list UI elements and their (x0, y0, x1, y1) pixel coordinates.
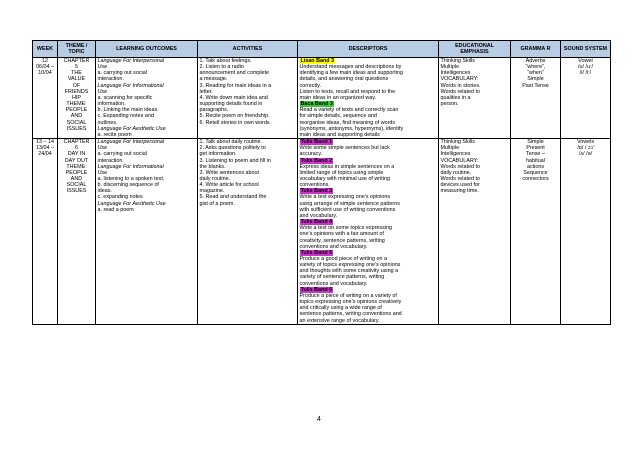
cell-line: Words related to (440, 175, 480, 182)
cell-line: DAY OUT (64, 157, 89, 164)
descriptor-line: Write a text on some topics expressing (299, 225, 392, 232)
cell-line: PEOPLE (65, 107, 88, 114)
band-label: Tulis Band 6 (300, 286, 333, 293)
cell-line: daily routine. (440, 169, 472, 176)
header-sound-system: SOUND SYSTEM (561, 41, 611, 58)
band-label: Tulis Band 2 (300, 157, 333, 164)
cell-line: 06/04 – (36, 64, 54, 71)
learning-outcomes-cell (96, 139, 198, 325)
descriptors-cell (298, 139, 439, 325)
cell-line: 2. Asks questions politely to (199, 145, 266, 152)
outcome-line: b. Linking the main ideas. (97, 107, 159, 114)
cell-line: Sequence (523, 169, 548, 176)
outcome-line: a. recite poem (97, 131, 132, 138)
cell-line: announcement and complete (199, 70, 270, 77)
outcome-line: outlines. (97, 119, 118, 126)
descriptor-line: and vocabulary. (299, 212, 338, 219)
cell-line: SOCIAL (66, 119, 87, 126)
header-week: WEEK (33, 41, 58, 58)
outcome-line: c. Expanding notes and (97, 113, 154, 120)
outcome-line: Language For Interpersonal (97, 58, 165, 64)
cell-line: person. (440, 101, 459, 108)
descriptor-line: conventions and vocabulary. (299, 243, 368, 250)
cell-line: Words related to (440, 163, 480, 170)
descriptors-cell (298, 58, 439, 139)
cell-line: 5. Read and understand the (199, 194, 267, 201)
outcome-line: Language For Interpersonal (97, 139, 165, 146)
cell-line: Vowels (576, 139, 595, 146)
band-label: Tulis Band 1 (300, 139, 333, 146)
cell-line: 3. Reading for main ideas in a (199, 82, 272, 89)
cell-line: the blanks. (199, 163, 226, 170)
cell-line: habitual (526, 157, 545, 164)
outcome-line: Language For Aesthetic Use (97, 125, 166, 132)
cell-line: CHAPTER (63, 139, 90, 146)
outcome-line: ideas. (97, 188, 112, 195)
cell-line: magazine. (199, 188, 225, 195)
descriptor-line: identifying a few main ideas and supporting (299, 70, 403, 77)
descriptor-line: with sufficient use of writing conventions (299, 206, 396, 213)
sound-system-cell (561, 139, 611, 325)
cell-line: connectors (522, 175, 549, 182)
descriptor-line: Write a text expressing one’s opinions (299, 194, 391, 201)
outcome-line: b. discerning sequence of (97, 182, 159, 189)
outcome-line: Language For Informational (97, 163, 164, 170)
outcome-line: a. listening to a spoken text. (97, 175, 165, 182)
outcome-line: interaction (97, 157, 123, 164)
week-cell (33, 58, 58, 139)
cell-line: Tense – (526, 151, 545, 158)
cell-line: /i/ /i:/ (579, 70, 592, 77)
grammar-cell (511, 58, 561, 139)
cell-line: THEME: (66, 101, 87, 108)
educational-emphasis-cell (439, 58, 511, 139)
descriptor-line: accuracy. (299, 151, 323, 158)
cell-line: AND (70, 113, 83, 120)
learning-outcomes-cell (96, 58, 198, 139)
theme-cell (58, 58, 96, 139)
outcome-line: a. carrying out social (97, 70, 147, 77)
cell-line: “when” (527, 70, 544, 77)
cell-line: Thinking Skills (440, 139, 475, 146)
cell-line: gist of a poem. (199, 200, 235, 207)
cell-line: Words in stories. (440, 82, 481, 89)
cell-line: ISSUES (66, 125, 87, 132)
sound-system-cell (561, 58, 611, 139)
week-cell (33, 139, 58, 325)
cell-line: VOCABULARY: (440, 157, 479, 164)
header-educational-emphasis: EDUCATIONAL EMPHASIS (439, 41, 511, 58)
descriptor-line: one’s opinions with a fair amount of (299, 231, 384, 238)
band-label: Lisan Band 3 (300, 58, 335, 64)
cell-line: THE (71, 70, 82, 77)
cell-line: 2. Listen to a radio (199, 64, 244, 71)
descriptor-line: details, and answering oral questions (299, 76, 389, 83)
cell-line: Simple (527, 76, 544, 83)
cell-line: THEME: (66, 163, 87, 170)
outcome-line: a. carrying out social (97, 151, 147, 158)
activities-cell (198, 58, 298, 139)
band-label: Tulis Band 5 (300, 249, 333, 256)
cell-line: devices used for (440, 182, 480, 189)
descriptor-line: for simple details, sequence and (299, 113, 377, 120)
cell-line: daily routine. (199, 175, 231, 182)
descriptor-line: and critically using a wide range of (299, 305, 382, 312)
descriptor-line: variety of sentence patterns, writing (299, 274, 385, 281)
cell-line: 1. Talk about daily routine. (199, 139, 263, 146)
cell-line: 24/04 (38, 151, 52, 158)
cell-line: paragraphs. (199, 107, 229, 114)
cell-line: Vowel (578, 58, 593, 64)
cell-line: Multiple (440, 64, 460, 71)
outcome-line: information. (97, 101, 126, 108)
cell-line: Thinking Skills (440, 58, 475, 64)
cell-line: Adverbs (525, 58, 546, 64)
descriptor-line: Understand messages and descriptions by (299, 64, 402, 71)
descriptor-line: Produce a good piece of writing on a (299, 256, 388, 262)
cell-line: letter. (199, 88, 213, 95)
cell-line: actions (526, 163, 545, 170)
cell-line: Words related to (440, 88, 480, 95)
table-row (33, 58, 611, 139)
descriptor-line: and thoughts with some creativity using a (299, 268, 399, 275)
descriptor-line: limited range of topics using simple (299, 169, 384, 176)
cell-line: Intelligences (440, 151, 471, 158)
cell-line: 4. Write article for school (199, 182, 259, 189)
descriptor-line: creativity, sentence patterns, writing (299, 237, 385, 244)
header-activities: ACTIVITIES (198, 41, 298, 58)
cell-line: 12 (42, 58, 48, 64)
cell-line: DAY IN (67, 151, 86, 158)
page-number: 4 (317, 416, 321, 423)
cell-line: 1. Talk about feelings. (199, 58, 252, 64)
outcome-line: c. expanding notes (97, 194, 143, 201)
cell-line: 6 (75, 145, 78, 152)
scheme-of-work-table (32, 40, 611, 325)
cell-line: Past Tense (522, 82, 549, 89)
descriptor-line: Listen to texts, recall and respond to the (299, 88, 396, 95)
descriptor-line: conventions. (299, 182, 330, 189)
descriptor-line: Read a variety of texts and correctly scan (299, 107, 399, 114)
descriptor-line: sentence patterns, writing conventions and (299, 311, 402, 318)
cell-line: VALUE (67, 76, 86, 83)
outcome-line: Use (97, 169, 108, 176)
cell-line: qualities in a (440, 94, 471, 101)
outcome-line: Use (97, 64, 108, 71)
cell-line: 4. Write down main idea and (199, 94, 268, 101)
educational-emphasis-cell (439, 139, 511, 325)
cell-line: Intelligences (440, 70, 471, 77)
cell-line: get information. (199, 151, 237, 158)
cell-line: Multiple (440, 145, 460, 152)
grammar-cell (511, 139, 561, 325)
header-grammar: GRAMMA R (511, 41, 561, 58)
descriptor-line: variety of topics expressing one’s opinions (299, 262, 401, 269)
descriptor-line: topics expressing one’s opinions creatively (299, 299, 402, 306)
cell-line: 10/04 (38, 70, 52, 77)
cell-line: 3. Write sentences about (199, 169, 260, 176)
descriptor-line: reorganise ideas, find meaning of words (299, 119, 396, 126)
descriptor-line: an extensive range of vocabulary. (299, 317, 380, 324)
table-row (33, 139, 611, 325)
cell-line: “where”, (525, 64, 546, 71)
cell-line: HIP (72, 94, 81, 101)
header-row (33, 41, 611, 58)
header-learning-outcomes: LEARNING OUTCOMES (96, 41, 198, 58)
cell-line: PEOPLE (65, 169, 88, 176)
cell-line: supporting details found in (199, 101, 263, 108)
cell-line: 13/04 – (36, 145, 54, 152)
outcome-line: a. read a poem (97, 206, 134, 213)
descriptor-line: (synonyms, antonyms, hypernyms), identify (299, 125, 404, 132)
descriptor-line: vocabulary with minimal use of writing (299, 175, 390, 182)
header-descriptors: DESCRIPTORS (298, 41, 439, 58)
descriptor-line: main ideas and supporting details (299, 131, 380, 138)
outcome-line: interaction. (97, 76, 124, 83)
cell-line: Simple (527, 139, 544, 146)
header-theme-topic: THEME / TOPIC (58, 41, 96, 58)
cell-line: VOCABULARY: (440, 76, 479, 83)
outcome-line: Use (97, 145, 108, 152)
descriptor-line: Express ideas in simple sentences on a (299, 163, 395, 170)
outcome-line: Language For Aesthetic Use (97, 200, 166, 207)
cell-line: a message. (199, 76, 228, 83)
cell-line: Present (526, 145, 545, 152)
descriptor-line: Produce a piece of writing on a variety of (299, 292, 397, 299)
cell-line: SOCIAL (66, 182, 87, 189)
cell-line: CHAPTER (63, 58, 90, 64)
descriptor-line: Write some simple sentences but lack (299, 145, 390, 152)
cell-line: 3. Listening to poem and fill in (199, 157, 271, 164)
cell-line: OF (72, 82, 81, 89)
cell-line: 5. Recite poem on friendship. (199, 113, 270, 120)
descriptor-line: main ideas in an organized way. (299, 94, 377, 101)
descriptor-line: correctly. (299, 82, 321, 89)
cell-line: 6. Retell stories in own words. (199, 119, 272, 126)
cell-line: AND (70, 175, 83, 182)
cell-line: /ɒ/ / ɔ:/ (577, 145, 594, 152)
band-label: Tulis Band 3 (300, 188, 333, 195)
cell-line: ISSUES (66, 188, 87, 195)
cell-line: 5 (75, 64, 78, 71)
descriptor-line: conventions and vocabulary. (299, 280, 368, 287)
cell-line: 13 – 14 (36, 139, 54, 146)
band-label: Baca Band 3 (300, 101, 333, 108)
cell-line: FRIENDS (64, 88, 89, 95)
activities-cell (198, 139, 298, 325)
descriptor-line: using arrange of simple sentence patterns (299, 200, 400, 207)
theme-cell (58, 139, 96, 325)
cell-line: /u/ /u:/ (578, 64, 593, 71)
outcome-line: a. scanning for specific (97, 94, 153, 101)
outcome-line: Use (97, 88, 108, 95)
band-label: Tulis Band 4 (300, 219, 333, 226)
cell-line: measuring time. (440, 188, 479, 195)
cell-line: /ʌ/ /ə/ (578, 151, 593, 158)
outcome-line: Language For Informational (97, 82, 164, 89)
